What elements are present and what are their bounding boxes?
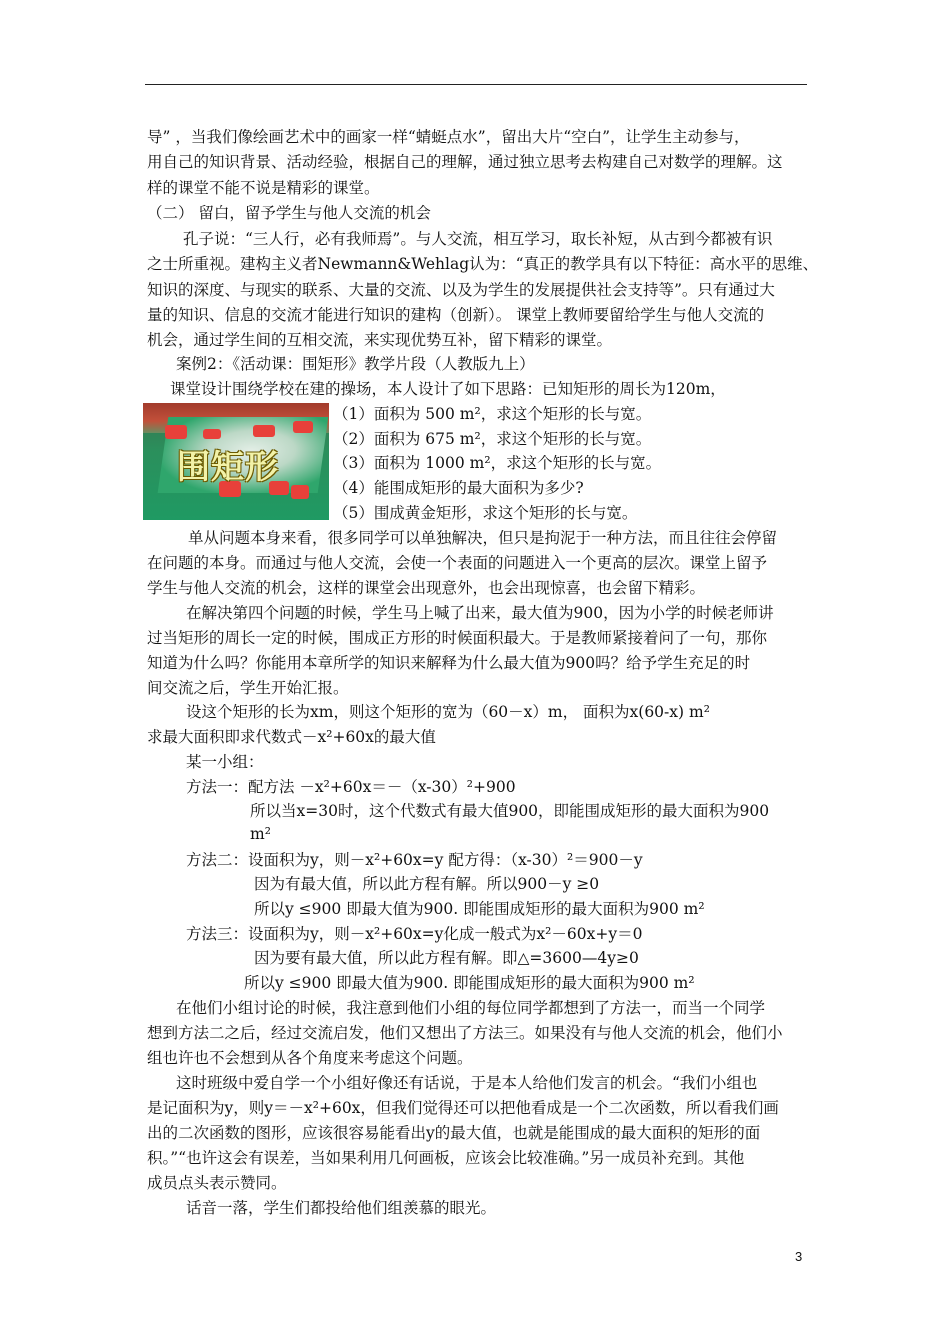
classroom-photo [143, 403, 329, 520]
text-line: 课堂设计围绕学校在建的操场，本人设计了如下思路：已知矩形的周长为120m， [170, 380, 726, 398]
text-line: 量的知识、信息的交流才能进行知识的建构（创新）。 课堂上教师要留给学生与他人交流的 [147, 306, 765, 324]
text-line: 用自己的知识背景、活动经验，根据自己的理解，通过独立思考去构建自己对数学的理解。这 [147, 153, 783, 171]
text-line: 在解决第四个问题的时候，学生马上喊了出来，最大值为900，因为小学的时候老师讲 [186, 604, 774, 622]
photo-mark [291, 485, 309, 499]
case-heading: 案例2：《活动课：围矩形》教学片段（人教版九上） [176, 355, 535, 373]
question-item: （1）面积为 500 m²，求这个矩形的长与宽。 [333, 405, 652, 423]
text-line: 组也许也不会想到从各个角度来考虑这个问题。 [147, 1049, 473, 1067]
text-line: 想到方法二之后，经过交流启发，他们又想出了方法三。如果没有与他人交流的机会，他们小 [147, 1024, 783, 1042]
text-line: 知识的深度、与现实的联系、大量的交流、以及为学生的发展提供社会支持等”。只有通过大 [147, 281, 775, 299]
text-line: 之士所重视。建构主义者Newmann&Wehlag认为：“真正的教学具有以下特征：高水平的思维、 [147, 255, 819, 273]
text-line: 这时班级中爱自学一个小组好像还有话说，于是本人给他们发言的机会。“我们小组也 [176, 1074, 758, 1092]
math-line: 求最大面积即求代数式－x²+60x的最大值 [147, 728, 436, 746]
math-line: 设这个矩形的长为xm，则这个矩形的宽为（60－x）m， 面积为x(60-x) m² [186, 703, 710, 721]
method-line: m² [250, 825, 271, 843]
method-line: 所以y ≤900 即最大值为900. 即能围成矩形的最大面积为900 m² [254, 900, 705, 918]
text-line: 间交流之后，学生开始汇报。 [147, 679, 349, 697]
text-line: 机会，通过学生间的互相交流，来实现优势互补，留下精彩的课堂。 [147, 331, 613, 349]
method-line: 因为有最大值，所以此方程有解。所以900－y ≥0 [254, 875, 600, 893]
method-line: 因为要有最大值，所以此方程有解。即△=3600—4y≥0 [254, 949, 639, 967]
photo-caption: 围矩形 [177, 447, 279, 486]
text-line: 孔子说：“三人行，必有我师焉”。与人交流，相互学习，取长补短，从古到今都被有识 [183, 230, 773, 248]
text-line: 积。”“也许这会有误差，当如果利用几何画板，应该会比较准确。”另一成员补充到。其他 [147, 1149, 745, 1167]
text-line: 学生与他人交流的机会，这样的课堂会出现意外，也会出现惊喜，也会留下精彩。 [147, 579, 706, 597]
photo-mark [203, 429, 221, 439]
section-heading: （二） 留白，留予学生与他人交流的机会 [147, 204, 431, 222]
text-line: 知道为什么吗？你能用本章所学的知识来解释为什么最大值为900吗？给予学生充足的时 [147, 654, 751, 672]
text-line: 样的课堂不能不说是精彩的课堂。 [147, 179, 380, 197]
text-line: 成员点头表示赞同。 [147, 1174, 287, 1192]
text-line: 是记面积为y，则y＝－x²+60x，但我们觉得还可以把他看成是一个二次函数，所以看我们画 [147, 1099, 779, 1117]
header-rule [145, 84, 807, 85]
method-line: 方法二：设面积为y，则－x²+60x=y 配方得：（x-30）²＝900－y [186, 851, 643, 869]
question-item: （5）围成黄金矩形，求这个矩形的长与宽。 [333, 504, 638, 522]
question-item: （2）面积为 675 m²，求这个矩形的长与宽。 [333, 430, 652, 448]
text-line: 在问题的本身。而通过与他人交流，会使一个表面的问题进入一个更高的层次。课堂上留予 [147, 554, 768, 572]
question-item: （4）能围成矩形的最大面积为多少? [333, 479, 584, 497]
text-line: 单从问题本身来看，很多同学可以单独解决，但只是拘泥于一种方法，而且往往会停留 [188, 529, 778, 547]
photo-mark [293, 421, 313, 433]
method-line: 方法一：配方法 －x²+60x＝－（x-30）²+900 [186, 778, 516, 796]
text-line: 过当矩形的周长一定的时候，围成正方形的时候面积最大。于是教师紧接着问了一句，那你 [147, 629, 768, 647]
page-number: 3 [795, 1249, 803, 1264]
text-line: 导” ，当我们像绘画艺术中的画家一样“蜻蜓点水”，留出大片“空白”，让学生主动参与， [147, 128, 750, 146]
text-line: 某一小组： [186, 753, 264, 771]
method-line: 所以当x=30时，这个代数式有最大值900，即能围成矩形的最大面积为900 [250, 802, 770, 820]
photo-mark [165, 425, 187, 439]
method-line: 所以y ≤900 即最大值为900. 即能围成矩形的最大面积为900 m² [244, 974, 695, 992]
method-line: 方法三：设面积为y，则－x²+60x=y化成一般式为x²－60x+y＝0 [186, 925, 643, 943]
photo-mark [253, 425, 275, 437]
text-line: 出的二次函数的图形，应该很容易能看出y的最大值，也就是能围成的最大面积的矩形的面 [147, 1124, 761, 1142]
question-item: （3）面积为 1000 m²，求这个矩形的长与宽。 [333, 454, 662, 472]
text-line: 在他们小组讨论的时候，我注意到他们小组的每位同学都想到了方法一，而当一个同学 [176, 999, 766, 1017]
text-line: 话音一落，学生们都投给他们组羡慕的眼光。 [186, 1199, 497, 1217]
